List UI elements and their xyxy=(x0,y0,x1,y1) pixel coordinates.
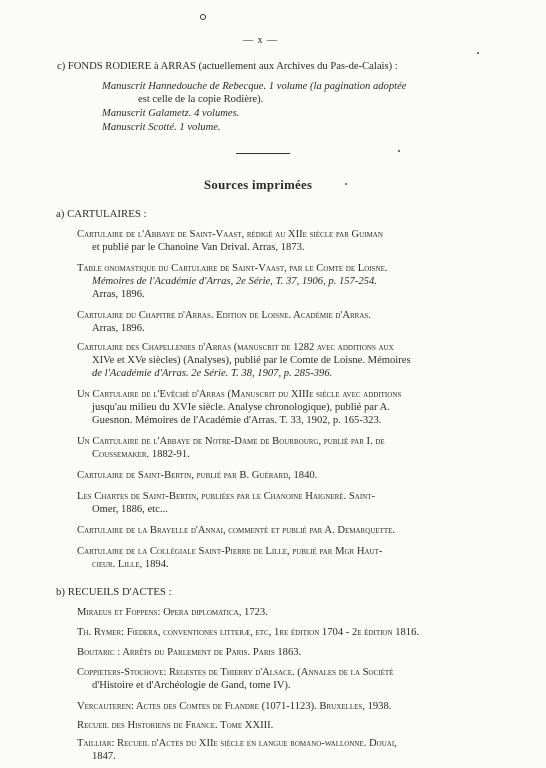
page-number: — x — xyxy=(243,35,278,46)
speck-mark xyxy=(477,52,479,54)
fonds-line: Manuscrit Scotté. 1 volume. xyxy=(102,122,221,133)
cartulaire-entry: Un Cartulaire de l'Evêché d'Arras (Manuscrit du XIIIe siècle avec additions xyxy=(77,389,402,400)
cartulaire-entry-cont: Omer, 1886, etc... xyxy=(92,504,168,515)
cartulaire-entry: Cartulaire du Chapitre d'Arras. Edition de Loisne. Académie d'Arras. xyxy=(77,310,371,321)
cartulaire-entry: Cartulaire de la Collégiale Saint-Pierre de Lille, publié par Mgr Haut- xyxy=(77,546,383,557)
cartulaire-entry: Un Cartulaire de l'Abbaye de Notre-Dame de Bourbourg, publié par I. de xyxy=(77,436,385,447)
recueil-entry: Coppieters-Stochove: Regestes de Thierry d'Alsace. (Annales de la Société xyxy=(77,667,394,678)
recueil-entry: Th. Rymer: Fœdera, conventiones litteræ, etc, 1re édition 1704 - 2e édition 1816. xyxy=(77,627,420,638)
fonds-heading: c) FONDS RODIERE à ARRAS (actuellement aux Archives du Pas-de-Calais) : xyxy=(57,61,398,72)
section-title: Sources imprimées xyxy=(204,178,313,192)
fonds-line: est celle de la copie Rodière). xyxy=(138,94,264,105)
cartulaire-entry-cont: de l'Académie d'Arras. 2e Série. T. 38, 1907, p. 285-396. xyxy=(92,368,333,379)
cartulaire-entry-cont: Mémoires de l'Académie d'Arras, 2e Série, T. 37, 1906, p. 157-254. xyxy=(92,276,377,287)
recueil-entry: Miraeus et Foppens: Opera diplomatica, 1723. xyxy=(77,607,268,618)
fonds-line: Manuscrit Galametz. 4 volumes. xyxy=(102,108,240,119)
cartulaire-entry: Les Chartes de Saint-Bertin, publiées par le Chanoine Haigneré. Saint- xyxy=(77,491,376,502)
cartulaires-heading: a) CARTULAIRES : xyxy=(56,208,147,220)
speck-mark xyxy=(398,150,400,152)
cartulaire-entry-cont: jusqu'au milieu du XVIe siècle. Analyse chronologique), publié par A. xyxy=(92,402,390,413)
recueil-entry: Boutaric : Arrêts du Parlement de Paris. Paris 1863. xyxy=(77,647,302,658)
recueil-entry: Vercauteren: Actes des Comtes de Flandre (1071-1123). Bruxelles, 1938. xyxy=(77,701,392,712)
cartulaire-entry-cont: Guesnon. Mémoires de l'Académie d'Arras. T. 33, 1902, p. 165-323. xyxy=(92,415,382,426)
recueil-entry-cont: 1847. xyxy=(92,751,116,762)
recueils-heading: b) RECUEILS D'ACTES : xyxy=(56,586,172,598)
cartulaire-entry-cont: Arras, 1896. xyxy=(92,323,145,334)
cartulaire-entry: Cartulaire de l'Abbaye de Saint-Vaast, rédigé au XIIe siècle par Guiman xyxy=(77,229,383,240)
cartulaire-entry: Table onomastique du Cartulaire de Saint-Vaast, par le Comte de Loisne. xyxy=(77,263,388,274)
cartulaire-entry: Cartulaire de Saint-Bertin, publié par B. Guérard, 1840. xyxy=(77,470,318,481)
speck-mark xyxy=(200,14,206,20)
cartulaire-entry-cont: XIVe et XVe siècles) (Analyses), publié par le Comte de Loisne. Mémoires xyxy=(92,355,411,366)
cartulaire-entry: Cartulaire de la Brayelle d'Annai, commenté et publié par A. Demarquette. xyxy=(77,525,396,536)
recueil-entry: Recueil des Historiens de France. Tome XXIII. xyxy=(77,720,274,731)
cartulaire-entry-cont: Arras, 1896. xyxy=(92,289,145,300)
section-divider xyxy=(236,153,290,154)
recueil-entry-cont: d'Histoire et d'Archéologie de Gand, tome IV). xyxy=(92,680,291,691)
cartulaire-entry: Cartulaire des Chapellenies d'Arras (manuscrit de 1282 avec additions aux xyxy=(77,342,394,353)
recueil-entry: Tailliar: Recueil d'Actes du XIIe siècle en langue romano-wallonne. Douai, xyxy=(77,738,397,749)
cartulaire-entry-cont: cœur. Lille, 1894. xyxy=(92,559,169,570)
speck-mark xyxy=(345,183,347,185)
cartulaire-entry-cont: Coussemaker. 1882-91. xyxy=(92,449,190,460)
fonds-line: Manuscrit Hannedouche de Rebecque. 1 volume (la pagination adoptée xyxy=(102,81,407,92)
cartulaire-entry-cont: et publié par le Chanoine Van Drival. Arras, 1873. xyxy=(92,242,305,253)
